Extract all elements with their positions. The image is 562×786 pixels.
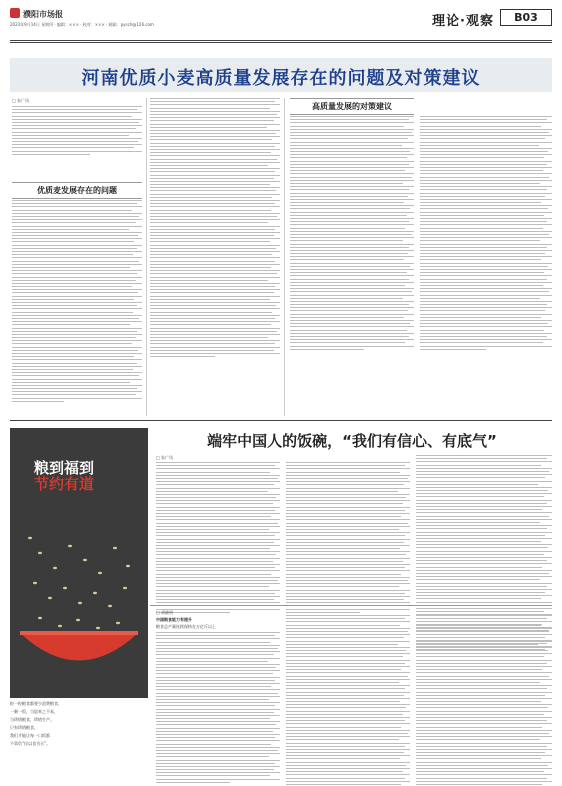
caption-line: 只有珍惜粮食， — [10, 725, 38, 730]
feature-column-1-text — [156, 462, 280, 615]
lead-column-4-text — [420, 116, 552, 352]
paper-logo — [10, 8, 63, 20]
logo-mark-icon — [10, 8, 20, 18]
lead-column-3-text — [290, 116, 414, 352]
lead-column-1b-text — [12, 200, 142, 404]
caption-line: 粒一粒粮食都要少浪费粮食， — [10, 701, 62, 706]
illustration-title-line-1: 粮到福到 — [34, 459, 95, 477]
lead-column-1-text — [12, 106, 142, 157]
feature-author-2: □ 胡晓明 — [156, 610, 174, 615]
caption-line: 不辜负“民以食为天”。 — [10, 741, 51, 746]
lead-author: □ 朱广凤 — [12, 98, 30, 103]
lead-headline: 河南优质小麦高质量发展存在的问题及对策建议 — [81, 68, 481, 89]
feature-column-2-text — [286, 462, 410, 615]
caption-line: 我们才能让每一口饭都 — [10, 733, 50, 738]
column-divider — [284, 98, 285, 416]
illustration-title — [34, 460, 94, 492]
masthead — [10, 6, 552, 40]
illustration-caption — [10, 700, 148, 748]
caption-line: 当珍惜粮食，珍惜生产。 — [10, 717, 54, 722]
illustration-title-line-2: 节约有道 — [34, 475, 95, 493]
section-rule — [10, 420, 552, 421]
feature-column-4-text — [156, 632, 280, 785]
column-divider — [146, 98, 147, 416]
paper-name: 濮阳市场报 — [23, 10, 63, 19]
masthead-rule-2 — [10, 42, 552, 43]
page-code: B03 — [500, 9, 552, 26]
section-name: 理论·观察 — [432, 14, 494, 29]
feature-side-sublabel: 粮食总产量连续保持在万亿斤以上 — [156, 624, 216, 629]
feature-inner-rule — [150, 605, 552, 606]
feature-column-6-text — [416, 615, 552, 786]
masthead-rule — [10, 40, 552, 41]
feature-side-label: 中国粮食能力有提升 — [156, 617, 192, 622]
masthead-meta: 2023年9月14日 星期四 · 编辑：××× · 校对：××× · 邮箱：pysch@126.com — [10, 22, 154, 27]
feature-column-5-text — [286, 615, 410, 786]
feature-headline: 端牢中国人的饭碗，“我们有信心、有底气” — [207, 432, 497, 450]
feature-author: □ 朱广凤 — [156, 455, 174, 460]
caption-line: 一粥一饭，当思来之不易， — [10, 709, 58, 714]
lead-subhead-1: 优质麦发展存在的问题 — [12, 182, 142, 199]
lead-subhead-2: 高质量发展的对策建议 — [290, 98, 414, 115]
lead-column-2-text — [150, 98, 280, 359]
